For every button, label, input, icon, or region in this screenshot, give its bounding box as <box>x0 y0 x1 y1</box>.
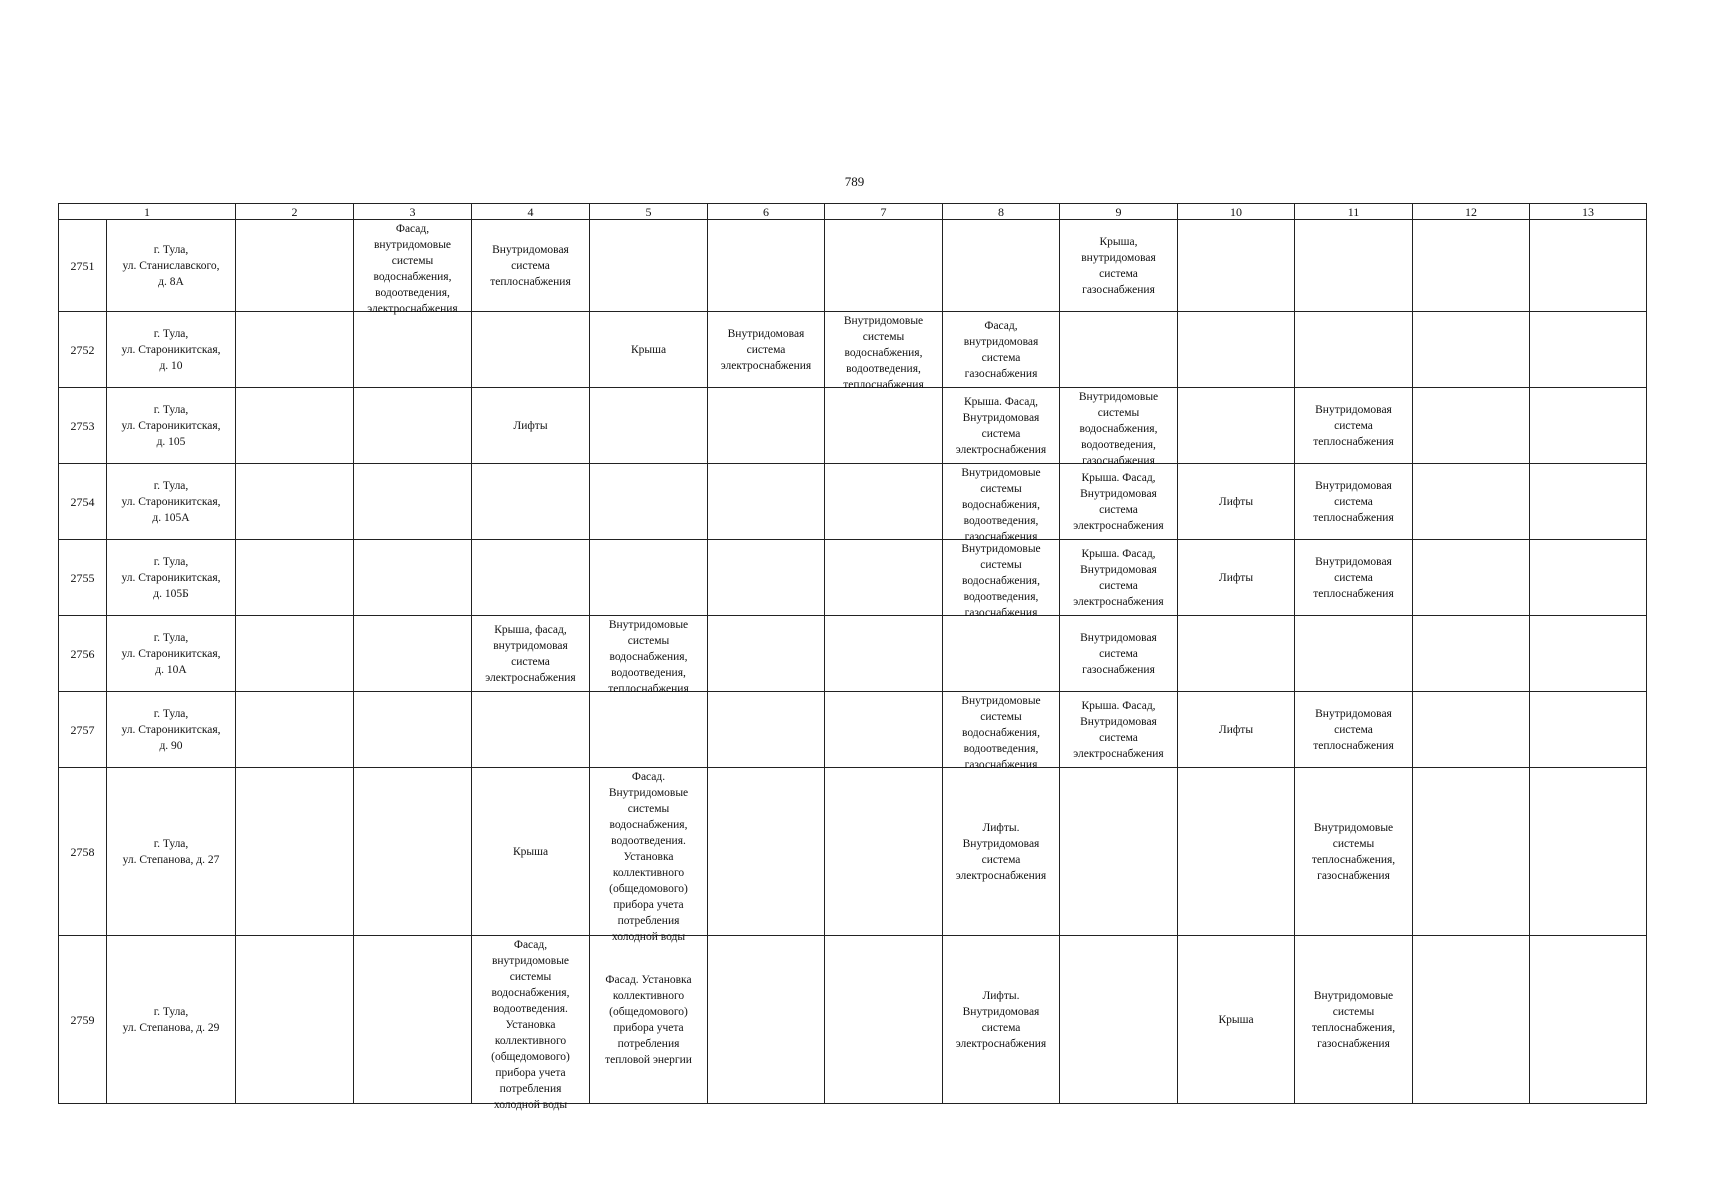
work-cell-col-11 <box>1178 616 1295 692</box>
work-cell-col-13 <box>1413 768 1530 936</box>
work-cell-col-3 <box>236 540 354 616</box>
address-text: г. Тула, ул. Староникитская, д. 90 <box>121 707 221 752</box>
row-number: 2753 <box>59 388 107 464</box>
work-cell-col-12 <box>1295 464 1413 540</box>
header-cell: 6 <box>708 204 825 220</box>
work-cell-text: Лифты. Внутридомовая система электроснабжения <box>955 821 1047 882</box>
work-cell-col-8 <box>825 616 943 692</box>
row-number: 2756 <box>59 616 107 692</box>
header-cell: 11 <box>1295 204 1413 220</box>
address-text: г. Тула, ул. Староникитская, д. 105 <box>121 403 221 448</box>
header-row <box>59 204 1647 220</box>
work-cell-text: Внутридомовая система теплоснабжения <box>1313 403 1394 448</box>
work-cell-col-8 <box>825 540 943 616</box>
header-cell: 1 <box>59 204 236 220</box>
work-cell-col-10 <box>1060 692 1178 768</box>
work-cell-col-14 <box>1530 616 1647 692</box>
work-cell-col-5 <box>472 388 590 464</box>
work-cell-col-3 <box>236 312 354 388</box>
work-cell-text: Фасад. Внутридомовые системы водоснабжения, водоотведения. Установка коллективного (общедомового) прибора учета потребления холодной воды <box>608 770 689 943</box>
work-cell-col-8 <box>825 388 943 464</box>
work-cell-text: Внутридомовые системы водоснабжения, водоотведения, теплоснабжения <box>608 618 689 695</box>
work-cell-col-7 <box>708 464 825 540</box>
header-cell: 5 <box>590 204 708 220</box>
work-cell-text: Крыша <box>1218 1013 1254 1026</box>
work-cell-col-9 <box>943 692 1060 771</box>
table-row <box>59 312 1647 388</box>
work-cell-text: Внутридомовые системы теплоснабжения, газоснабжения <box>1311 821 1396 882</box>
work-cell-text: Крыша. Фасад, Внутридомовая система электроснабжения <box>1073 471 1164 532</box>
work-cell-col-11 <box>1178 692 1295 768</box>
work-cell-col-4 <box>354 768 472 936</box>
header-cell: 9 <box>1060 204 1178 220</box>
work-cell-col-7 <box>708 768 825 936</box>
work-cell-col-8 <box>825 768 943 936</box>
work-cell-col-4 <box>354 464 472 540</box>
work-cell-text: Лифты. Внутридомовая система электроснабжения <box>955 989 1047 1050</box>
work-cell-text: Фасад, внутридомовые системы водоснабжения, водоотведения, электроснабжения <box>367 222 458 315</box>
table-row <box>59 220 1647 312</box>
work-cell-col-10 <box>1060 312 1178 388</box>
address-cell <box>107 220 236 312</box>
work-cell-col-11 <box>1178 312 1295 388</box>
work-cell-col-13 <box>1413 616 1530 692</box>
work-cell-col-13 <box>1413 312 1530 388</box>
work-cell-col-10 <box>1060 388 1178 467</box>
work-cell-col-14 <box>1530 768 1647 936</box>
address-text: г. Тула, ул. Староникитская, д. 10А <box>121 631 221 676</box>
work-cell-col-9 <box>943 220 1060 312</box>
address-text: г. Тула, ул. Староникитская, д. 10 <box>121 327 221 372</box>
header-cell: 3 <box>354 204 472 220</box>
register-table <box>58 203 1647 1111</box>
address-cell <box>107 388 236 464</box>
work-cell-col-6 <box>590 936 708 1104</box>
header-cell: 13 <box>1530 204 1647 220</box>
work-cell-col-3 <box>236 616 354 692</box>
work-cell-col-3 <box>236 388 354 464</box>
work-cell-text: Внутридомовые системы водоснабжения, водоотведения, газоснабжения <box>961 466 1041 543</box>
table-row <box>59 936 1647 1104</box>
work-cell-col-12 <box>1295 312 1413 388</box>
work-cell-text: Крыша, фасад, внутридомовая система электроснабжения <box>485 623 576 684</box>
work-cell-text: Крыша. Фасад, Внутридомовая система электроснабжения <box>1073 699 1164 760</box>
work-cell-text: Внутридомовые системы теплоснабжения, газоснабжения <box>1311 989 1396 1050</box>
work-cell-col-8 <box>825 464 943 540</box>
row-number: 2754 <box>59 464 107 540</box>
table-row <box>59 540 1647 616</box>
work-cell-text: Лифты <box>1218 495 1254 508</box>
table-body <box>59 204 1647 1111</box>
work-cell-col-10 <box>1060 768 1178 936</box>
work-cell-col-11 <box>1178 464 1295 540</box>
work-cell-text: Внутридомовые системы водоснабжения, водоотведения, газоснабжения <box>961 542 1041 619</box>
work-cell-col-9 <box>943 768 1060 936</box>
work-cell-text: Лифты <box>1218 571 1254 584</box>
work-cell-col-10 <box>1060 464 1178 540</box>
work-cell-text: Лифты <box>1218 723 1254 736</box>
work-cell-col-6 <box>590 692 708 768</box>
work-cell-col-3 <box>236 768 354 936</box>
address-cell <box>107 312 236 388</box>
work-cell-col-9 <box>943 540 1060 619</box>
work-cell-col-11 <box>1178 220 1295 312</box>
work-cell-col-4 <box>354 692 472 768</box>
work-cell-col-3 <box>236 464 354 540</box>
work-cell-col-3 <box>236 936 354 1104</box>
work-cell-col-5 <box>472 312 590 388</box>
table-row <box>59 692 1647 768</box>
address-text: г. Тула, ул. Староникитская, д. 105Б <box>121 555 221 600</box>
address-text: г. Тула, ул. Степанова, д. 27 <box>122 837 220 866</box>
work-cell-text: Внутридомовые системы водоснабжения, водоотведения, газоснабжения <box>961 694 1041 771</box>
work-cell-col-12 <box>1295 388 1413 464</box>
work-cell-text: Крыша <box>512 845 549 858</box>
work-cell-col-6 <box>590 540 708 616</box>
work-cell-col-13 <box>1413 540 1530 616</box>
work-cell-col-7 <box>708 312 825 388</box>
work-cell-col-4 <box>354 312 472 388</box>
work-cell-col-6 <box>590 616 708 695</box>
work-cell-col-13 <box>1413 220 1530 312</box>
work-cell-text: Фасад, внутридомовые системы водоснабжения, водоотведения. Установка коллективного (общедомового) прибора учета потребления холодной воды <box>491 938 570 1111</box>
work-cell-col-13 <box>1413 936 1530 1104</box>
work-cell-text: Внутридомовые системы водоснабжения, водоотведения, газоснабжения <box>1078 390 1159 467</box>
row-number: 2755 <box>59 540 107 616</box>
header-cell: 7 <box>825 204 943 220</box>
work-cell-col-10 <box>1060 936 1178 1104</box>
work-cell-col-14 <box>1530 540 1647 616</box>
work-cell-col-5 <box>472 540 590 616</box>
work-cell-col-12 <box>1295 616 1413 692</box>
work-cell-col-12 <box>1295 540 1413 616</box>
work-cell-col-5 <box>472 692 590 768</box>
work-cell-col-6 <box>590 464 708 540</box>
work-cell-col-5 <box>472 464 590 540</box>
work-cell-text: Внутридомовая система газоснабжения <box>1080 631 1157 676</box>
work-cell-col-4 <box>354 936 472 1104</box>
work-cell-col-6 <box>590 220 708 312</box>
work-cell-col-3 <box>236 220 354 312</box>
work-cell-col-12 <box>1295 220 1413 312</box>
work-cell-col-13 <box>1413 388 1530 464</box>
work-cell-text: Крыша <box>630 343 667 356</box>
work-cell-text: Фасад. Установка коллективного (общедомового) прибора учета потребления тепловой энергии <box>605 973 692 1066</box>
work-cell-col-9 <box>943 936 1060 1104</box>
work-cell-col-5 <box>472 220 590 312</box>
work-cell-col-7 <box>708 540 825 616</box>
work-cell-col-11 <box>1178 388 1295 464</box>
work-cell-text: Внутридомовая система теплоснабжения <box>1313 479 1394 524</box>
work-cell-col-9 <box>943 312 1060 388</box>
address-cell <box>107 540 236 616</box>
work-cell-col-6 <box>590 312 708 388</box>
work-cell-col-12 <box>1295 692 1413 768</box>
work-cell-col-9 <box>943 464 1060 543</box>
address-cell <box>107 616 236 692</box>
work-cell-col-8 <box>825 936 943 1104</box>
address-text: г. Тула, ул. Степанова, д. 29 <box>122 1005 220 1034</box>
header-cell: 2 <box>236 204 354 220</box>
work-cell-col-13 <box>1413 692 1530 768</box>
work-cell-col-7 <box>708 388 825 464</box>
work-cell-col-9 <box>943 616 1060 692</box>
work-cell-text: Внутридомовая система теплоснабжения <box>1313 707 1394 752</box>
work-cell-col-7 <box>708 936 825 1104</box>
work-cell-col-14 <box>1530 312 1647 388</box>
work-cell-col-9 <box>943 388 1060 464</box>
work-cell-col-11 <box>1178 540 1295 616</box>
work-cell-col-8 <box>825 692 943 768</box>
work-cell-col-7 <box>708 220 825 312</box>
work-cell-col-8 <box>825 220 943 312</box>
row-number: 2752 <box>59 312 107 388</box>
work-cell-col-14 <box>1530 936 1647 1104</box>
address-cell <box>107 936 236 1104</box>
work-cell-col-11 <box>1178 768 1295 936</box>
address-cell <box>107 692 236 768</box>
work-cell-col-4 <box>354 388 472 464</box>
work-cell-text: Крыша. Фасад, Внутридомовая система электроснабжения <box>955 395 1047 456</box>
work-cell-col-4 <box>354 540 472 616</box>
header-cell: 4 <box>472 204 590 220</box>
header-cell: 8 <box>943 204 1060 220</box>
page-number: 789 <box>844 174 865 189</box>
work-cell-text: Внутридомовая система теплоснабжения <box>1313 555 1394 600</box>
work-cell-text: Фасад, внутридомовая система газоснабжения <box>963 319 1039 380</box>
work-cell-col-7 <box>708 616 825 692</box>
work-cell-col-4 <box>354 220 472 315</box>
work-cell-col-10 <box>1060 616 1178 692</box>
work-cell-col-14 <box>1530 220 1647 312</box>
address-cell <box>107 464 236 540</box>
work-cell-col-8 <box>825 312 943 391</box>
work-cell-col-6 <box>590 768 708 943</box>
work-cell-col-4 <box>354 616 472 692</box>
work-cell-text: Внутридомовые системы водоснабжения, водоотведения, теплоснабжения <box>843 314 924 391</box>
address-text: г. Тула, ул. Староникитская, д. 105А <box>121 479 221 524</box>
work-cell-col-13 <box>1413 464 1530 540</box>
work-cell-col-11 <box>1178 936 1295 1104</box>
work-cell-col-7 <box>708 692 825 768</box>
work-cell-col-5 <box>472 936 590 1111</box>
work-cell-text: Внутридомовая система теплоснабжения <box>490 243 571 288</box>
work-cell-col-3 <box>236 692 354 768</box>
row-number: 2757 <box>59 692 107 768</box>
work-cell-col-14 <box>1530 692 1647 768</box>
work-cell-col-10 <box>1060 220 1178 312</box>
address-cell <box>107 768 236 936</box>
table-row <box>59 616 1647 692</box>
table-row <box>59 388 1647 464</box>
row-number: 2758 <box>59 768 107 936</box>
work-cell-text: Крыша. Фасад, Внутридомовая система электроснабжения <box>1073 547 1164 608</box>
work-cell-col-6 <box>590 388 708 464</box>
work-cell-text: Лифты <box>513 419 548 432</box>
header-cell: 10 <box>1178 204 1295 220</box>
table-row <box>59 768 1647 936</box>
work-cell-col-12 <box>1295 936 1413 1104</box>
work-cell-text: Внутридомовая система электроснабжения <box>720 327 812 372</box>
work-cell-col-14 <box>1530 388 1647 464</box>
work-cell-text: Крыша, внутридомовая система газоснабжения <box>1081 235 1156 296</box>
work-cell-col-10 <box>1060 540 1178 616</box>
table-row <box>59 464 1647 540</box>
row-number: 2759 <box>59 936 107 1104</box>
work-cell-col-14 <box>1530 464 1647 540</box>
work-cell-col-5 <box>472 768 590 936</box>
work-cell-col-5 <box>472 616 590 692</box>
header-cell: 12 <box>1413 204 1530 220</box>
address-text: г. Тула, ул. Станиславского, д. 8А <box>122 243 220 288</box>
work-cell-col-12 <box>1295 768 1413 936</box>
row-number: 2751 <box>59 220 107 312</box>
